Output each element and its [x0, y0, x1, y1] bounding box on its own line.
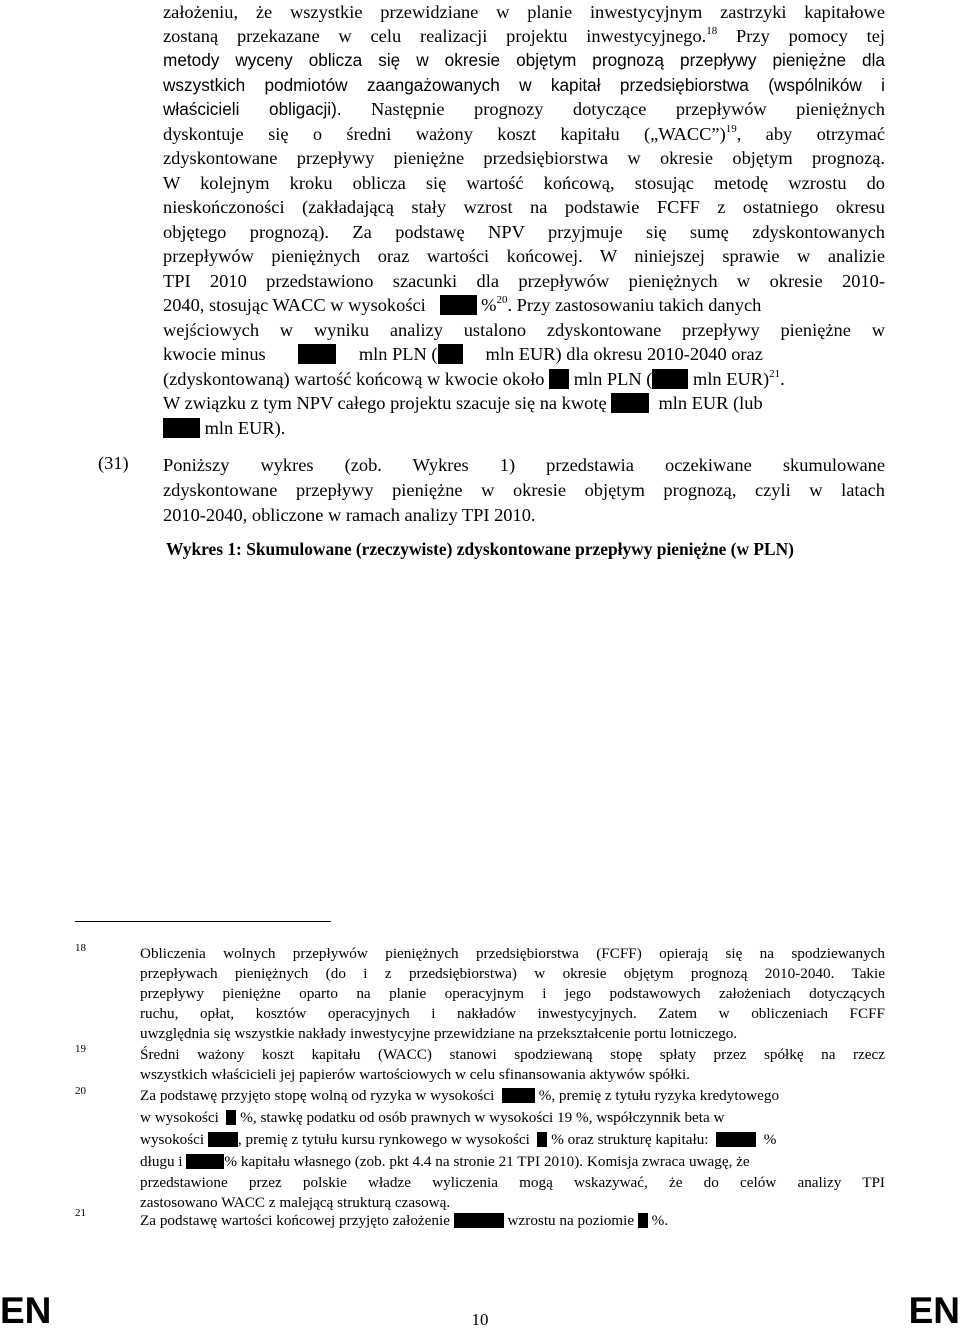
text-line: mln EUR).	[163, 416, 285, 440]
redaction-box	[226, 1110, 236, 1125]
footnote-line: długu i % kapitału własnego (zob. pkt 4.4 na stronie 21 TPI 2010). Komisja zwraca uwagę, że	[140, 1153, 750, 1170]
footnote-line: zastosowano WACC z malejącą strukturą czasową.	[140, 1194, 451, 1211]
redaction-box	[638, 1213, 648, 1228]
footnote-line: przedstawione przez polskie władze wyliczenia mogą wskazywać, że do celów analizy TPI	[140, 1174, 885, 1191]
redaction-box	[454, 1213, 504, 1228]
footnote-ref-19[interactable]: 19	[725, 123, 737, 135]
footnote-line: Obliczenia wolnych przepływów pieniężnych przedsiębiorstwa (FCFF) opierają się na spodziewanych	[140, 945, 885, 962]
footnote-line: przepływy pieniężne oparto na planie operacyjnym i jego podstawowych założeniach dotyczących	[140, 985, 885, 1002]
footnote-ref-21[interactable]: 21	[769, 368, 781, 380]
redaction-box	[537, 1132, 547, 1147]
footnote-line: ruchu, opłat, kosztów operacyjnych i nakładów inwestycyjnych. Zatem w obliczeniach FCFF	[140, 1005, 885, 1022]
page-number: 10	[471, 1310, 489, 1329]
text-line: przepływów pieniężnych oraz wartości końcowej. W niniejszej sprawie w analizie	[163, 246, 885, 266]
text-line: zdyskontowane przepływy pieniężne w okresie objętym prognozą, czyli w latach	[163, 480, 885, 500]
text-line: zostaną przekazane w celu realizacji projektu inwestycyjnego.$^{18}$ Przy pomocy tej	[163, 25, 885, 46]
footnote-line: Za podstawę wartości końcowej przyjęto założenie wzrostu na poziomie %.	[140, 1212, 669, 1229]
redaction-box	[652, 369, 688, 389]
footnote-line: w wysokości %, stawkę podatku od osób prawnych w wysokości 19 %, współczynnik beta w	[140, 1109, 725, 1126]
language-marker-right: EN	[908, 1290, 960, 1331]
footnote-number: 18	[75, 942, 86, 954]
text-line: nieskończoności (zakładającą stały wzrost na podstawie FCFF z ostatniego okresu	[163, 197, 885, 217]
text-line: dyskontuje się o średni ważony koszt kapitału („WACC”)$^{19}$, aby otrzymać	[163, 123, 886, 144]
footnote-line: przepływach pieniężnych (do i z przedsiębiorstwa) w okresie objętym prognozą 2010-2040. Takie	[140, 965, 885, 982]
text-line: (zdyskontowaną) wartość końcową w kwocie około mln PLN ( mln EUR)$^{21}$.	[163, 368, 785, 389]
text-line: wejściowych w wyniku analizy ustalono zdyskontowane przepływy pieniężne w	[163, 320, 885, 340]
text-line: objętego prognozą). Za podstawę NPV przyjmuje się sumę zdyskontowanych	[163, 222, 885, 242]
redaction-box	[502, 1088, 535, 1103]
text-line: W kolejnym kroku oblicza się wartość końcową, stosując metodę wzrostu do	[163, 173, 885, 193]
text-line: W związku z tym NPV całego projektu szacuje się na kwotę mln EUR (lub	[163, 393, 763, 413]
redaction-box	[186, 1154, 224, 1169]
text-line: kwocie minus mln PLN ( mln EUR) dla okresu 2010-2040 oraz	[163, 344, 763, 364]
footnote-number: 21	[75, 1207, 86, 1219]
text-line: 2040, stosując WACC w wysokości %$^{20}$. Przy zastosowaniu takich danych	[163, 294, 762, 315]
text-line: wszystkich podmiotów zaangażowanych w kapitał przedsiębiorstwa (wspólników i	[163, 75, 885, 95]
footnote-separator	[75, 921, 331, 922]
text-line: Poniższy wykres (zob. Wykres 1) przedstawia oczekiwane skumulowane	[163, 455, 885, 475]
text-line: zdyskontowane przepływy pieniężne przedsiębiorstwa w okresie objętym prognozą.	[163, 148, 885, 168]
footnote-line: uwzględnia się wszystkie nakłady inwestycyjne przewidziane na przekształcenie portu lotniczego.	[140, 1025, 738, 1042]
footnote-line: Średni ważony koszt kapitału (WACC) stanowi spodziewaną stopę spłaty przez spółkę na rzecz	[140, 1046, 885, 1063]
footnote-ref-18[interactable]: 18	[706, 25, 718, 37]
redaction-box	[716, 1132, 756, 1147]
redaction-box	[440, 295, 477, 315]
figure-title: Wykres 1: Skumulowane (rzeczywiste) zdyskontowane przepływy pieniężne (w PLN)	[166, 539, 794, 559]
footnote-line: wszystkich właścicieli jej papierów wartościowych w celu sfinansowania aktywów spółki.	[140, 1066, 690, 1083]
text-line: TPI 2010 przedstawiono szacunki dla przepływów pieniężnych w okresie 2010-	[163, 271, 885, 291]
redaction-box	[298, 344, 336, 364]
text-line: metody wyceny oblicza się w okresie objętym prognozą przepływy pieniężne dla	[163, 50, 885, 70]
redaction-box	[163, 418, 200, 438]
redaction-box	[549, 369, 569, 389]
text-line: właścicieli obligacji). Następnie prognozy dotyczące przepływów pieniężnych	[163, 99, 885, 119]
footnote-number: 20	[75, 1085, 86, 1097]
footnote-number: 19	[75, 1043, 86, 1055]
text-line: 2010-2040, obliczone w ramach analizy TPI 2010.	[163, 505, 536, 525]
paragraph-number: (31)	[98, 453, 129, 473]
language-marker-left: EN	[0, 1290, 52, 1331]
redaction-box	[208, 1132, 238, 1147]
text-line: założeniu, że wszystkie przewidziane w planie inwestycyjnym zastrzyki kapitałowe	[163, 2, 885, 22]
footnote-line: Za podstawę przyjęto stopę wolną od ryzyka w wysokości %, premię z tytułu ryzyka kredytowego	[140, 1087, 780, 1104]
redaction-box	[438, 344, 463, 364]
redaction-box	[611, 393, 649, 413]
footnote-ref-20[interactable]: 20	[496, 294, 508, 306]
footnote-line: wysokości , premię z tytułu kursu rynkowego w wysokości % oraz strukturę kapitału: %	[140, 1131, 777, 1148]
